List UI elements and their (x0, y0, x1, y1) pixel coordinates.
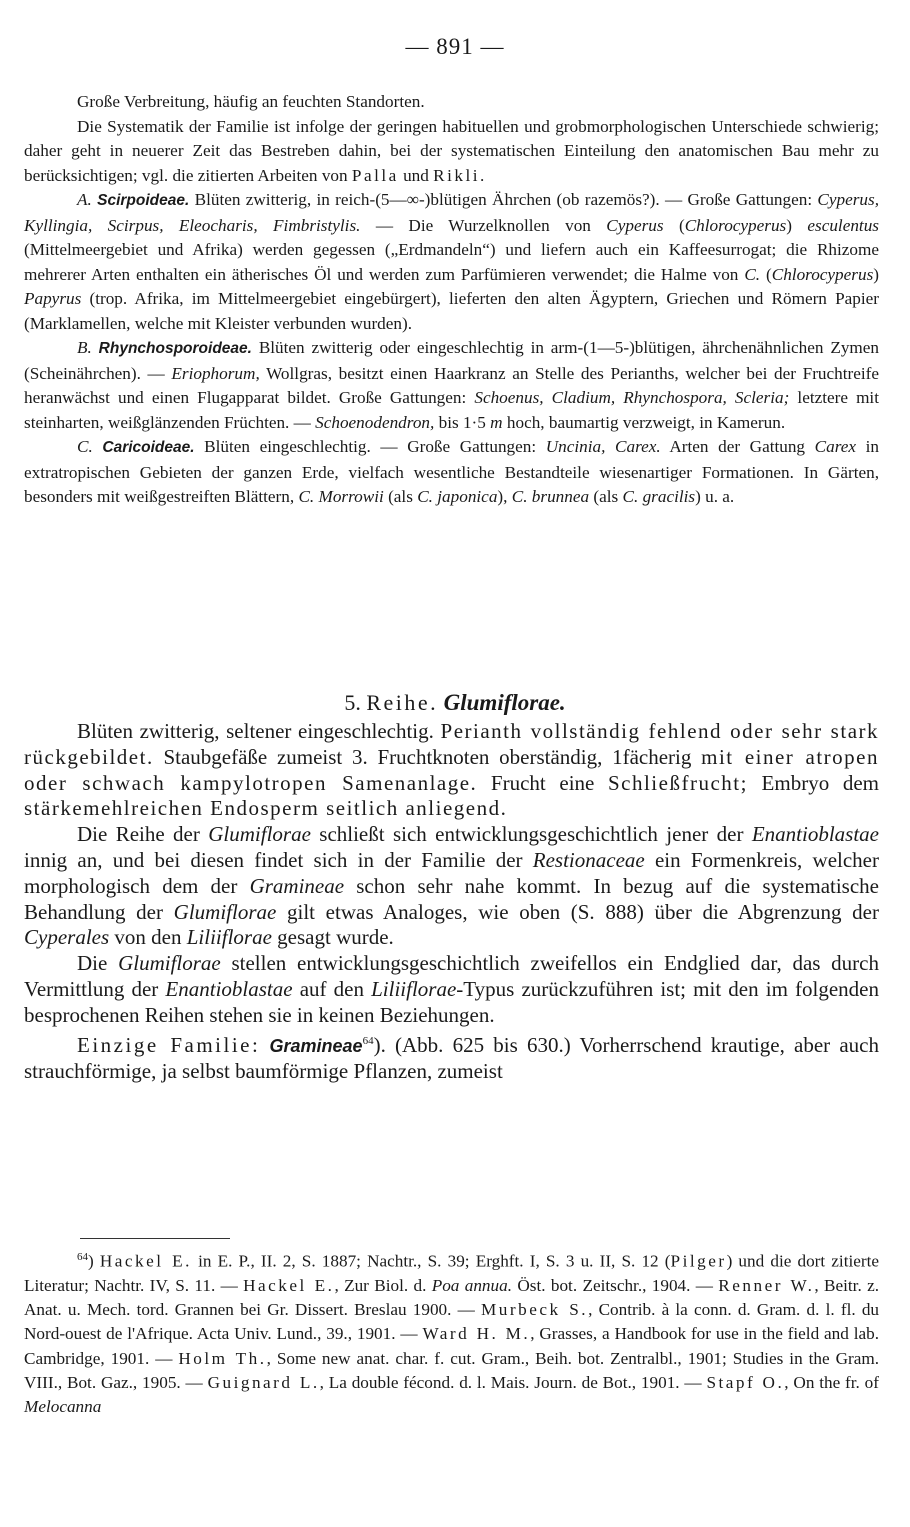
text: , Beitr. z. Anat. u. Mech. tord. Grannen bei Gr. Dissert. Breslau 1900. — (24, 1275, 880, 1320)
text: schon sehr nahe kommt. In bezug auf die systematische Behandlung der (24, 873, 879, 924)
genus-list: Uncinia, Carex. (545, 437, 661, 456)
author-name: Renner W. (718, 1275, 815, 1295)
text: ein Formenkreis, welcher morphologisch dem der (24, 847, 879, 898)
author-name: Hackel E. (243, 1275, 335, 1295)
text: Die Reihe der (77, 822, 209, 847)
intro-line (24, 90, 879, 115)
taxon-name: Glumiflorae (173, 899, 277, 924)
glumiflorae-diagnosis (24, 719, 879, 822)
text: schließt sich entwicklungsgeschichtlich jener der (310, 822, 752, 847)
section-b-name: Rhynchosporoideae. (98, 340, 252, 357)
section-a-letter: A. (77, 190, 92, 209)
genus-name: Schoenodendron, (315, 412, 435, 432)
taxon-name: Liliiflorae (186, 925, 272, 950)
taxon-name: Liliiflorae (371, 976, 457, 1001)
spaced-text: Einzige Familie: (77, 1032, 261, 1057)
species-name: C. japonica (417, 487, 498, 506)
footnote-block (24, 1245, 879, 1419)
text: , Some new anat. char. f. cut. Gram., Beih. bot. Zentralbl., 1901; Studies in the Gram. VIII., Bot. Gaz., 1905. — (24, 1348, 879, 1392)
text: , Grasses, a Handbook for use in the field and lab. Cambridge, 1901. — (24, 1324, 879, 1368)
genus-name: C. (744, 264, 761, 284)
section-c-paragraph (24, 435, 879, 510)
author-name: Guignard L. (207, 1372, 320, 1392)
family-name: Gramineae (269, 1035, 363, 1056)
taxon-name: Glumiflorae (208, 822, 311, 847)
species-name: Poa annua. (431, 1275, 513, 1295)
connector-text: und (398, 165, 434, 185)
section-c-name: Caricoideae. (102, 439, 195, 456)
footnote-ref: 64 (362, 1034, 374, 1047)
text: ) (786, 215, 808, 235)
text: (trop. Afrika, im Mittelmeergebiet eingebürgert), lieferten den alten Ägyptern, Griechen und Römern Papier (Marklamellen, welche mit Kleister verbunden wurden). (24, 289, 879, 333)
reihe-title: Glumiflorae. (443, 690, 566, 715)
section-a-paragraph (24, 188, 879, 336)
upper-text-block (24, 90, 879, 510)
species-name: esculentus (807, 215, 879, 235)
text: (Mittelmeergebiet und Afrika) werden gegessen („Erdmandeln“) und liefern auch ein Kaffeesurrogat; die Rhizome mehrerer Arten enthalten ein ätherisches Öl und werden zum Parfümieren verwendet; die Halme von (24, 240, 879, 284)
text: ). (Abb. 625 bis 630.) Vorherrschend krautige, aber auch strauchförmige, ja selbst baumförmige Pflanzen, zumeist (24, 1032, 879, 1084)
taxon-name: Enantioblastae (751, 822, 879, 847)
spaced-text: mit einer atropen oder schwach kampylotropen Samenanlage. (24, 744, 879, 795)
section-a-name: Scirpoideae. (97, 192, 190, 209)
text: in E. P., II. 2, S. 1887; Nachtr., S. 39; Erghft. I, S. 3 u. II, S. 12 ( (191, 1251, 671, 1271)
text: auf den (292, 976, 372, 1001)
genus-name: Chlorocyperus (771, 264, 874, 284)
species-name: Papyrus (24, 289, 82, 308)
glumiflorae-relation-paragraph (24, 822, 879, 951)
text: ) (88, 1251, 100, 1271)
author-rikli: Rikli (433, 165, 481, 185)
section-c-letter: C. (77, 437, 93, 456)
text: Blüten zwitterig oder eingeschlechtig in arm-(1—5-)blütigen, ährchenähnlichen Zymen (Scheinährchen). — (24, 338, 880, 383)
text: innig an, und bei diesen findet sich in der Familie der (24, 847, 533, 872)
text: von den (109, 925, 187, 950)
text: ( (760, 264, 772, 284)
section-b-letter: B. (77, 338, 92, 357)
author-name: Holm Th. (178, 1348, 267, 1368)
text: (als (383, 487, 418, 506)
text: Öst. bot. Zeitschr., 1904. — (512, 1275, 719, 1295)
genus-name: Cyperus (606, 215, 664, 235)
genus-list: Schoenus, Cladium, Rhynchospora, Scleria; (474, 388, 790, 407)
text: ), (497, 487, 512, 506)
species-name: C. brunnea (511, 487, 590, 506)
genus-name: Melocanna (24, 1396, 102, 1416)
glumiflorae-endglied-paragraph (24, 951, 879, 1028)
page-number: — 891 — (405, 34, 505, 59)
text: Die (77, 951, 119, 976)
reihe-label: Reihe. (366, 690, 439, 715)
taxon-name: Restionaceae (532, 847, 645, 872)
species-name: C. gracilis (622, 487, 696, 506)
text: hoch, baumartig verzweigt, in Kamerun. (502, 412, 786, 432)
text: (als (589, 487, 623, 506)
text: gesagt wurde. (271, 925, 394, 950)
spaced-text: Perianth vollständig fehlend oder sehr stark rückgebildet. (24, 719, 880, 769)
taxon-name: Gramineae (249, 873, 345, 898)
author-name: Stapf O. (706, 1372, 785, 1392)
intro-text: Große Verbreitung, häufig an feuchten Standorten. (77, 92, 425, 111)
text: , La double fécond. d. l. Mais. Journ. de Bot., 1901. — (319, 1372, 707, 1392)
author-name: Pilger (670, 1251, 727, 1271)
text: ) und die dort zitierte Literatur; Nachtr. IV, S. 11. — (24, 1251, 880, 1295)
text: Frucht eine (477, 770, 608, 795)
footnote-mark: 64 (77, 1251, 88, 1263)
text: ) u. a. (695, 487, 735, 506)
systematik-paragraph (24, 115, 879, 189)
text: in extratropischen Gebieten der ganzen Erde, vielfach wesentliche Bestandteile wiesenartiger Formationen. In Gärten, besonders mit weißgestreiften Blättern, (24, 437, 879, 506)
text: Blüten zwitterig, seltener eingeschlechtig. (77, 719, 441, 743)
taxon-name: Glumiflorae (118, 951, 221, 976)
text: Wollgras, besitzt einen Haarkranz an Stelle des Perianths, welcher bei der Fruchtreife heranwächst und einen Flugapparat bildet. Große Gattungen: (24, 363, 880, 407)
text: , Contrib. à la conn. d. Gram. d. l. fl. du Nord-ouest de l'Afrique. Acta Univ. Lund., 39., 1901. — (24, 1300, 880, 1344)
author-name: Murbeck S. (481, 1300, 589, 1320)
systematik-text: Die Systematik der Familie ist infolge der geringen habituellen und grobmorphologischen Unterschiede schwierig; daher geht in neuerer Zeit das Bestreben dahin, bei der systematischen Einteilung den anatomischen Bau mehr zu berücksichtigen; vgl. die zitierten Arbeiten von (24, 116, 879, 185)
text: -Typus zurückzuführen ist; mit den im folgenden besprochenen Reihen stehen sie in keinen Beziehungen. (24, 976, 880, 1027)
period: . (480, 165, 485, 185)
text: , On the fr. of (784, 1372, 880, 1392)
text: ) (873, 264, 879, 284)
author-name: Hackel E. (99, 1251, 192, 1271)
spaced-text: stärkemehlreichen Endosperm seitlich anliegend. (24, 796, 508, 821)
taxon-name: Cyperales (24, 925, 110, 950)
text: stellen entwicklungsgeschichtlich zweifellos ein Endglied dar, das durch Vermittlung der (24, 951, 879, 1001)
gramineae-paragraph (24, 1029, 879, 1086)
text: Staubgefäße zumeist 3. Fruchtknoten oberständig, 1fächerig (153, 744, 702, 769)
text: bis 1·5 (434, 412, 491, 432)
author-palla: Palla (351, 165, 399, 185)
text: Blüten zwitterig, in reich-(5—∞-)blütigen Ährchen (ob razemös?). — Große Gattungen: (189, 190, 818, 209)
genus-list: Cyperus, Kyllingia, Scirpus, Eleocharis, Fimbristylis. (24, 190, 879, 235)
text: letztere mit steinharten, weißglänzenden Früchten. — (24, 388, 879, 432)
text: ( (663, 215, 685, 235)
spaced-text: Schließfrucht; (607, 770, 748, 795)
taxon-name: Enantioblastae (165, 976, 293, 1001)
author-name: Ward H. M. (422, 1324, 531, 1344)
reihe-number: 5. (344, 690, 361, 715)
text: — Die Wurzelknollen von (360, 215, 607, 235)
genus-name: Chlorocyperus (684, 215, 787, 235)
text: Blüten eingeschlechtig. — Große Gattungen: (194, 437, 546, 456)
text: , Zur Biol. d. (334, 1275, 432, 1295)
reihe-heading (0, 690, 910, 716)
text: Embryo dem (747, 770, 879, 795)
unit: m (490, 412, 503, 432)
glumiflorae-text-block (24, 719, 879, 1085)
text: Arten der Gattung (660, 437, 815, 456)
species-name: C. Morrowii (298, 487, 384, 506)
section-b-paragraph (24, 336, 879, 435)
footnote-divider (80, 1238, 230, 1239)
footnote-64 (24, 1245, 879, 1419)
text: gilt etwas Analoges, wie oben (S. 888) über die Abgrenzung der (276, 899, 879, 924)
genus-name: Carex (814, 437, 857, 456)
genus-name: Eriophorum, (171, 363, 260, 383)
